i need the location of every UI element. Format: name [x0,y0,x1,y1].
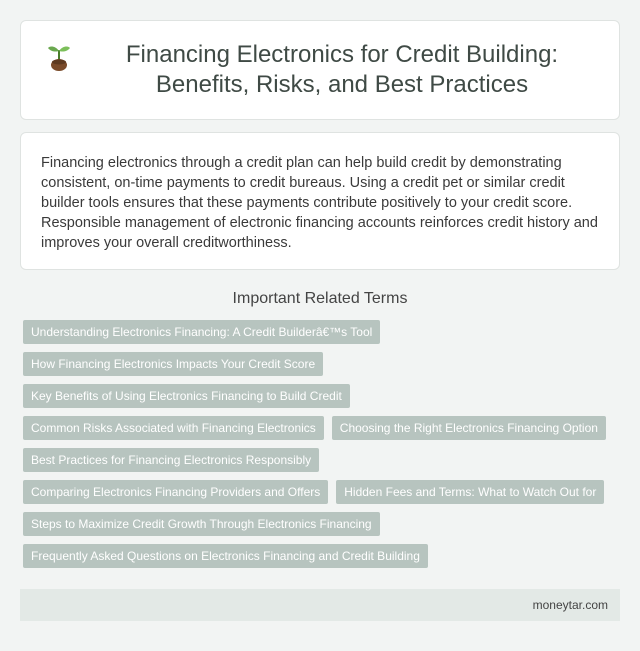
page-title: Financing Electronics for Credit Building: Benefits, Risks, and Best Practices [125,41,559,98]
related-term-tag[interactable]: Frequently Asked Questions on Electronics Financing and Credit Building [23,544,428,568]
intro-card [20,132,620,270]
related-term-tag[interactable]: How Financing Electronics Impacts Your Credit Score [23,352,323,376]
related-term-tag[interactable]: Understanding Electronics Financing: A Credit Builderâ€™s Tool [23,320,380,344]
footer-site-link[interactable]: moneytar.com [532,598,608,612]
related-terms-list [20,320,620,576]
related-term-tag[interactable]: Steps to Maximize Credit Growth Through Electronics Financing [23,512,380,536]
related-term-tag[interactable]: Common Risks Associated with Financing Electronics [23,416,324,440]
footer [20,589,620,621]
sprout-icon [45,42,73,72]
intro-text: Financing electronics through a credit plan can help build credit by demonstrating consistent, on-time payments to credit bureaus. Using a credit pet or similar credit builder tools ensures that these payments contribute positively to your credit score. Responsible management of electronic financing accounts reinforces credit history and improves your overall creditworthiness. [41,155,598,251]
related-term-tag[interactable]: Best Practices for Financing Electronics Responsibly [23,448,319,472]
related-terms-heading: Important Related Terms [232,290,408,307]
title-wrap [45,40,595,100]
related-term-tag[interactable]: Hidden Fees and Terms: What to Watch Out for [336,480,604,504]
related-term-tag[interactable]: Comparing Electronics Financing Providers and Offers [23,480,328,504]
related-term-tag[interactable]: Key Benefits of Using Electronics Financing to Build Credit [23,384,350,408]
header-card [20,20,620,120]
related-term-tag[interactable]: Choosing the Right Electronics Financing Option [332,416,606,440]
